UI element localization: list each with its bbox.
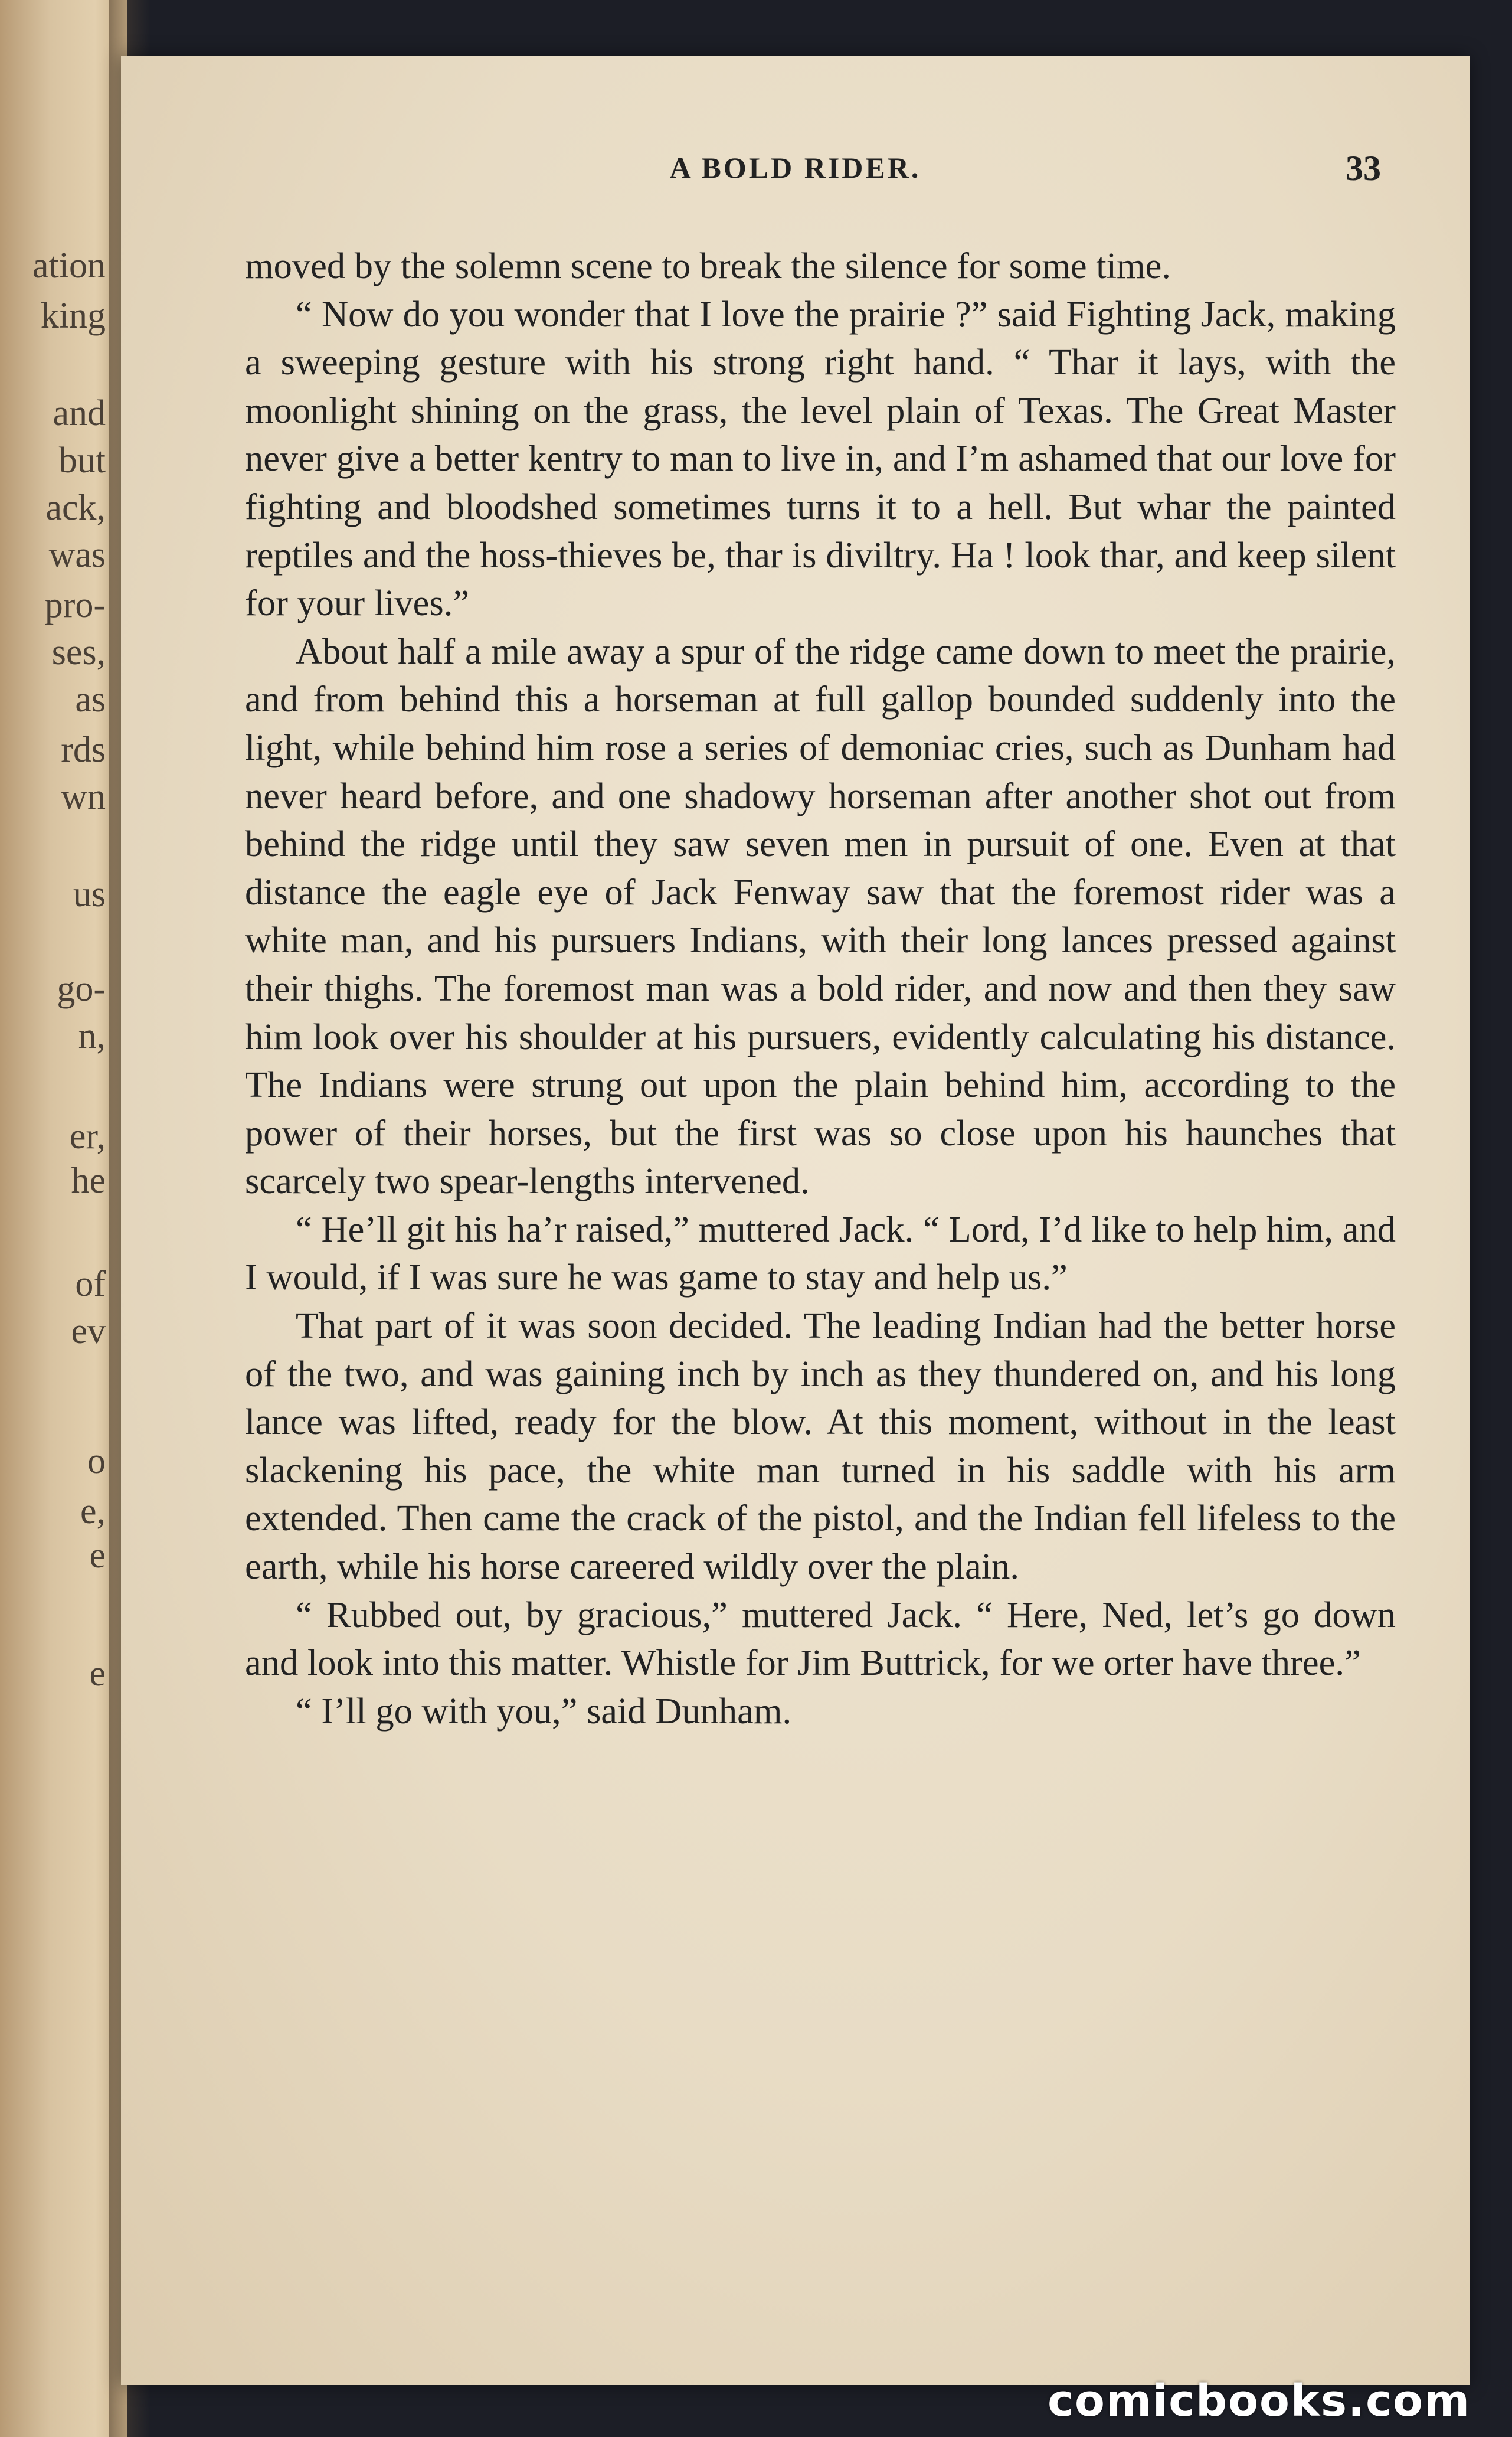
paragraph: “ Now do you wonder that I love the prairie ?” said Fighting Jack, making a sweeping gesture with his strong right hand. “ Thar it lays, with the moonlight shining on the grass, the level plain of Texas. The Great Master never give a better kentry to man to live in, and I’m ashamed that our love for fighting and bloodshed sometimes turns it to a hell. But whar the painted reptiles and the hoss-thieves be, thar is diviltry. Ha ! look thar, and keep silent for your lives.” (245, 293, 1396, 624)
previous-page-text-fragment: ev (71, 1311, 106, 1351)
previous-page-text-fragment: of (75, 1264, 106, 1304)
previous-page-text-fragment: he (71, 1161, 106, 1201)
previous-page-text-fragment: was (48, 535, 106, 575)
book-page (121, 56, 1470, 2385)
previous-page-edge (0, 0, 127, 2437)
body-text (245, 242, 1396, 1735)
previous-page-text-fragment: but (58, 440, 106, 481)
previous-page-text-fragment: rds (61, 730, 106, 770)
paragraph: “ Rubbed out, by gracious,” muttered Jack. “ Here, Ned, let’s go down and look into this matter. Whistle for Jim Buttrick, for we orter have three.” (245, 1593, 1396, 1684)
previous-page-text-fragment: ack, (45, 488, 106, 528)
paragraph: “ I’ll go with you,” said Dunham. (296, 1690, 792, 1732)
paragraph: moved by the solemn scene to break the silence for some time. (245, 245, 1171, 286)
previous-page-text-fragment: ation (32, 246, 106, 286)
previous-page-text-fragment: and (53, 393, 106, 433)
previous-page-text-fragment: wn (61, 777, 106, 817)
previous-page-text-fragment: e (89, 1536, 106, 1576)
previous-page-text-fragment: go- (57, 969, 106, 1009)
previous-page-text-fragment: er, (69, 1116, 106, 1157)
previous-page-text-fragment: as (75, 680, 106, 720)
previous-page-text-fragment: o (87, 1441, 106, 1481)
paragraph: “ He’ll git his ha’r raised,” muttered Jack. “ Lord, I’d like to help him, and I would, if I was sure he was game to stay and help us.” (245, 1208, 1396, 1298)
previous-page-text-fragment: us (73, 874, 106, 914)
previous-page-text-fragment: ses, (51, 632, 106, 672)
page-header (121, 151, 1470, 198)
previous-page-text-fragment: e, (80, 1491, 106, 1531)
watermark: comicbooks.com (1048, 2376, 1471, 2426)
paragraph: That part of it was soon decided. The leading Indian had the better horse of the two, and was gaining inch by inch as they thundered on, and his long lance was lifted, ready for the blow. At this moment, without in the least slackening his pace, the white man turned in his saddle with his arm extended. Then came the crack of the pistol, and the Indian fell lifeless to the earth, while his horse careered wildly over the plain. (245, 1305, 1396, 1587)
previous-page-text-fragment: n, (78, 1016, 106, 1056)
page-number: 33 (1346, 149, 1381, 188)
previous-page-text-fragment: king (40, 296, 106, 336)
paragraph: About half a mile away a spur of the ridge came down to meet the prairie, and from behind this a horseman at full gallop bounded suddenly into the light, while behind him rose a series of demoniac cries, such as Dunham had never heard before, and one shadowy horseman after another shot out from behind the ridge until they saw seven men in pursuit of one. Even at that distance the eagle eye of Jack Fenway saw that the foremost rider was a white man, and his pursuers Indians, with their long lances pressed against their thighs. The foremost man was a bold rider, and now and then they saw him look over his shoulder at his pursuers, evidently calculating his distance. The Indians were strung out upon the plain behind him, according to the power of their horses, but the first was so close upon his haunches that scarcely two spear-lengths intervened. (245, 630, 1396, 1202)
running-head: A BOLD RIDER. (669, 151, 921, 184)
previous-page-text-fragment: pro- (44, 585, 106, 625)
previous-page-text-fragment: e (89, 1654, 106, 1694)
